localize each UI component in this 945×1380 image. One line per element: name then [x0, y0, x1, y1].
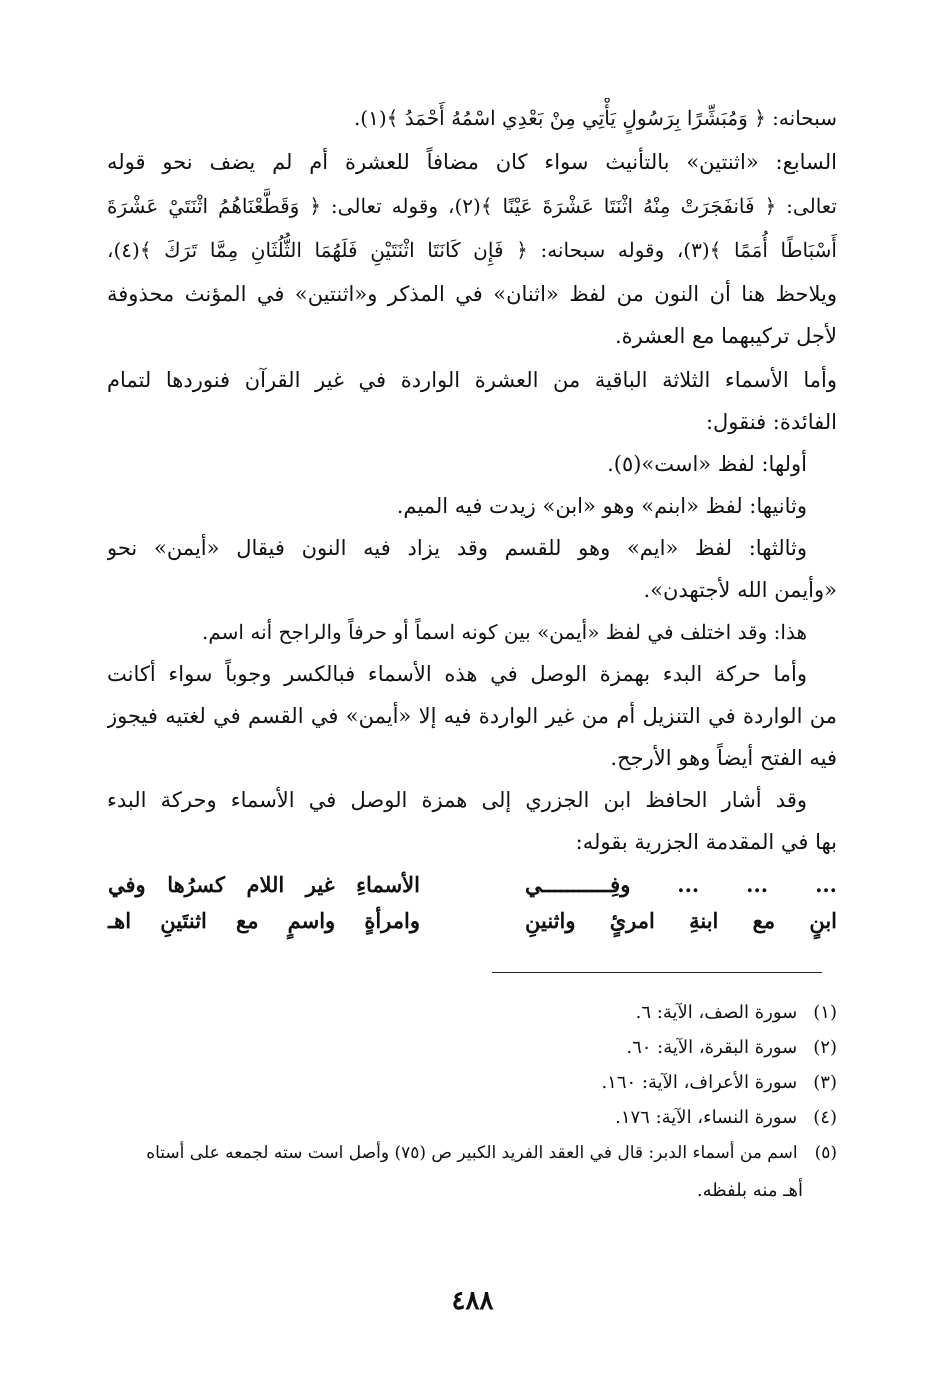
footnote-number: (١) [813, 1002, 837, 1023]
body-line-15: من الواردة في التنزيل أم من غير الواردة فيه إلا «أيمن» في القسم في لغتيه فيجوز [107, 704, 837, 728]
body-line-9: أولها: لفظ «است»(٥). [607, 452, 807, 476]
body-line-5: ويلاحظ هنا أن النون من لفظ «اثنان» في المذكر و«اثنتين» في المؤنث محذوفة [107, 282, 837, 306]
body-line-4: أَسْبَاطًا أُمَمًا ﴾(٣)، وقوله سبحانه: ﴿ فَإِن كَانَتَا اثْنَتَيْنِ فَلَهُمَا الثُّلُثَانِ مِمَّا تَرَكَ ﴾(٤)، [107, 238, 837, 262]
body-line-11: وثالثها: لفظ «ايم» وهو للقسم وقد يزاد فيه النون فيقال «أيمن» نحو [107, 536, 807, 560]
body-line-16: فيه الفتح أيضاً وهو الأرجح. [610, 746, 837, 770]
body-line-3: تعالى: ﴿ فَانفَجَرَتْ مِنْهُ اثْنَتَا عَشْرَةَ عَيْنًا ﴾(٢)، وقوله تعالى: ﴿ وَقَطَّعْنَاهُمُ اثْنَتَيْ عَشْرَةَ [107, 194, 837, 218]
footnote-text: اسم من أسماء الدبر: قال في العقد الفريد الكبير ص (٧٥) وأصل است سته لجمعه على أستاه [146, 1143, 798, 1163]
body-line-10: وثانيها: لفظ «ابنم» وهو «ابن» زيدت فيه الميم. [396, 494, 807, 518]
body-line-12: «وأيمن الله لأجتهدن». [643, 578, 837, 602]
footnote-text: سورة البقرة، الآية: ٦٠. [626, 1037, 798, 1058]
body-line-7: وأما الأسماء الثلاثة الباقية من العشرة الواردة في غير القرآن فنوردها لتمام [107, 368, 837, 392]
verse-right-2: ابنٍ مع ابنةِ امرئٍ واثنينِ [525, 908, 837, 933]
body-line-14: وأما حركة البدء بهمزة الوصل في هذه الأسماء فبالكسر وجوباً سواء أكانت [107, 662, 807, 686]
footnote-5-continuation: أهـ منه بلفظه. [696, 1180, 803, 1201]
footnote-number: (٣) [813, 1072, 837, 1093]
body-line-18: بها في المقدمة الجزرية بقوله: [575, 830, 837, 854]
verse-left-2: وامرأةٍ واسمٍ مع اثنتَينِ اهـ [108, 908, 420, 933]
footnote-2 [77, 1031, 837, 1065]
footnote-number: (٢) [813, 1037, 837, 1058]
body-line-17: وقد أشار الحافظ ابن الجزري إلى همزة الوصل في الأسماء وحركة البدء [107, 788, 807, 812]
footnote-text: سورة النساء، الآية: ١٧٦. [615, 1107, 798, 1128]
footnote-1 [77, 996, 837, 1030]
body-line-8: الفائدة: فنقول: [705, 410, 837, 434]
footnote-number: (٤) [813, 1107, 837, 1128]
footnote-5 [77, 1136, 837, 1170]
verse-left-1: الأسماءِ غير اللام كسرُها وفي [108, 872, 420, 897]
body-line-6: لأجل تركيبهما مع العشرة. [615, 324, 837, 348]
verse-right-1: ... ... ... وفِـــــــــــي [525, 872, 837, 897]
body-line-1: سبحانه: ﴿ وَمُبَشِّرًا بِرَسُولٍ يَأْتِي مِنْ بَعْدِي اسْمُهُ أَحْمَدُ ﴾(١). [353, 106, 837, 130]
footnote-3 [77, 1066, 837, 1100]
footnote-4 [77, 1101, 837, 1135]
body-line-13: هذا: وقد اختلف في لفظ «أيمن» بين كونه اسماً أو حرفاً والراجح أنه اسم. [202, 620, 807, 644]
footnote-separator [492, 972, 822, 973]
body-line-2: السابع: «اثنتين» بالتأنيث سواء كان مضافاً للعشرة أم لم يضف نحو قوله [107, 150, 837, 174]
footnote-number: (٥) [814, 1143, 837, 1163]
footnote-text: سورة الأعراف، الآية: ١٦٠. [601, 1072, 798, 1093]
footnote-text: سورة الصف، الآية: ٦. [635, 1002, 798, 1023]
page-number: ٤٨٨ [451, 1286, 494, 1316]
